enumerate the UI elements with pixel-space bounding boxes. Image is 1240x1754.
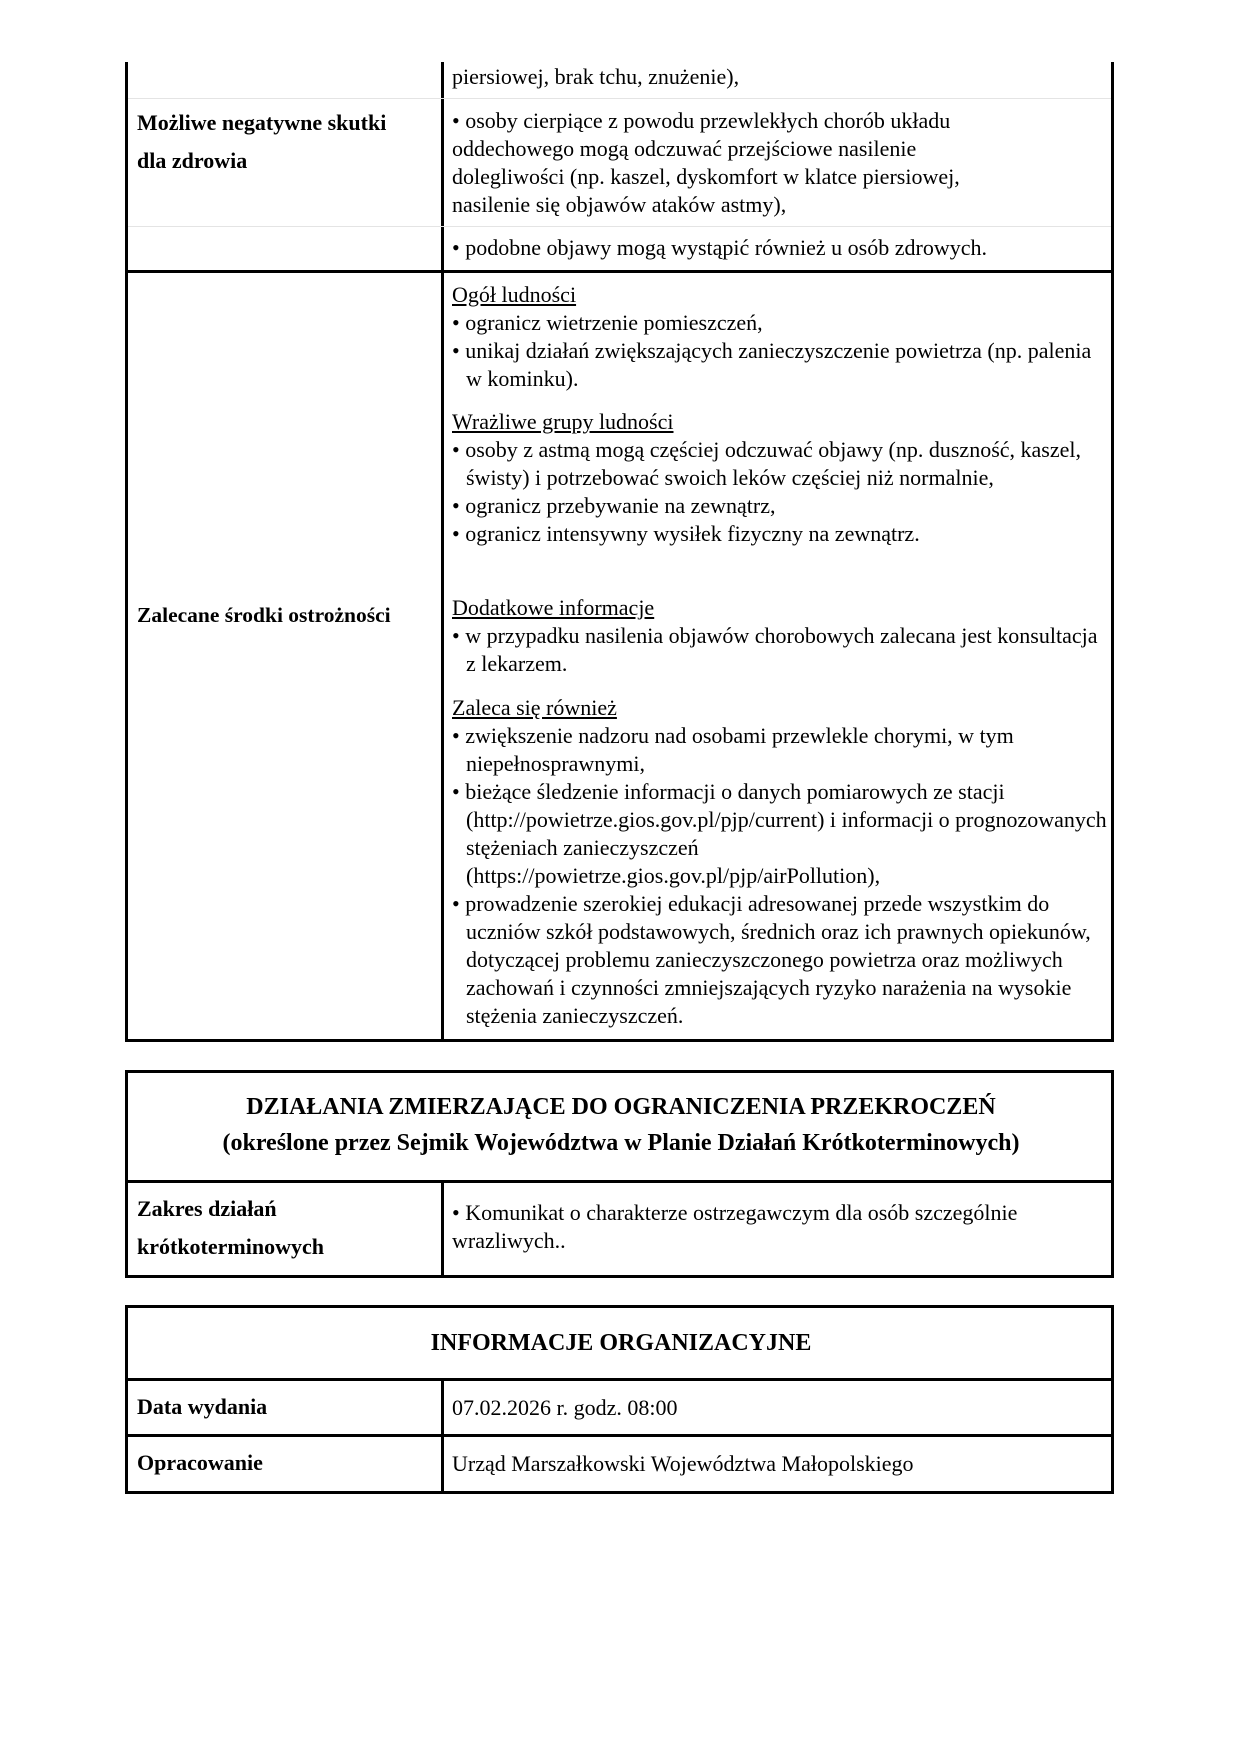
bullet-item: • w przypadku nasilenia objawów chorobowych zalecana jest konsultacja z lekarzem. xyxy=(452,623,1098,676)
org-info-title: INFORMACJE ORGANIZACYJNE xyxy=(430,1330,812,1356)
action-text: • Komunikat o charakterze ostrzegawczym dla osób szczególnie wrazliwych.. xyxy=(452,1200,1018,1253)
table1-bottom-border xyxy=(125,1039,1114,1042)
section-heading: Dodatkowe informacje xyxy=(452,595,655,620)
bullet-item: • prowadzenie szerokiej edukacji adresowanej przede wszystkim do uczniów szkół podstawowych, średnich oraz ich prawnych opiekunów, dotyczącej problemu zanieczyszczonego powietrza oraz możliwych zachowań i czynności zmniejszających ryzyko narażenia na wysokie stężenia zanieczyszczeń. xyxy=(452,891,1091,1028)
label-line: dla zdrowia xyxy=(137,148,248,173)
health-effect-line: nasilenie się objawów ataków astmy), xyxy=(452,192,787,217)
table1-column-divider xyxy=(441,62,444,1042)
table3-top-border xyxy=(125,1305,1114,1308)
health-effects-item-1 xyxy=(452,107,1107,219)
bullet-item: • bieżące śledzenie informacji o danych pomiarowych ze stacji (http://powietrze.gios.gov.pl/pjp/current) i informacji o prognozowanych stężeniach zanieczyszczeń (https://powietrze.gios.gov.pl/pjp/airPollution), xyxy=(452,779,1107,888)
section-heading: Zaleca się również xyxy=(452,695,617,720)
bullet-item: • ogranicz wietrzenie pomieszczeń, xyxy=(452,310,763,335)
table3-column-divider xyxy=(441,1378,444,1494)
issue-date-label: Data wydania xyxy=(137,1394,268,1419)
bullet-item: • zwiększenie nadzoru nad osobami przewlekle chorymi, w tym niepełnosprawnymi, xyxy=(452,723,1014,776)
bullet-item: • ogranicz przebywanie na zewnątrz, xyxy=(452,493,776,518)
table1-row-divider xyxy=(125,270,1114,273)
subrow-line xyxy=(128,98,1111,99)
bullet-item: • unikaj działań zwiększających zanieczyszczenie powietrza (np. palenia w kominku). xyxy=(452,338,1092,391)
health-effect-text: • podobne objawy mogą wystąpić również u osób zdrowych. xyxy=(452,235,987,260)
precautions-section-2 xyxy=(452,594,1107,678)
table2-column-divider xyxy=(441,1180,444,1278)
actions-row-value xyxy=(452,1199,1107,1255)
health-effects-item-0 xyxy=(452,63,1102,91)
actions-title xyxy=(129,1089,1113,1161)
table2-header-divider xyxy=(125,1180,1114,1183)
subrow-line xyxy=(128,226,1111,227)
label-line: Zakres działań xyxy=(137,1196,277,1221)
health-effect-text: piersiowej, brak tchu, znużenie), xyxy=(452,64,740,89)
label-line: Zalecane środki ostrożności xyxy=(137,603,391,627)
prepared-by-label: Opracowanie xyxy=(137,1450,263,1475)
table1-right-border xyxy=(1111,62,1114,1042)
health-effect-line: dolegliwości (np. kaszel, dyskomfort w klatce piersiowej, xyxy=(452,164,960,189)
issue-date-value: 07.02.2026 r. godz. 08:00 xyxy=(452,1395,678,1420)
label-line: krótkoterminowych xyxy=(137,1234,324,1259)
table3-header-divider xyxy=(125,1378,1114,1381)
precautions-label xyxy=(137,596,442,634)
health-effects-item-2 xyxy=(452,234,1107,262)
table2-top-border xyxy=(125,1070,1114,1073)
precautions-section-0 xyxy=(452,281,1107,393)
table3-bottom-border xyxy=(125,1491,1114,1494)
section-heading: Ogół ludności xyxy=(452,282,577,307)
bullet-item: • ogranicz intensywny wysiłek fizyczny na zewnątrz. xyxy=(452,521,920,546)
table1-left-border xyxy=(125,62,128,1042)
table3-left-border xyxy=(125,1305,128,1494)
prepared-by-value: Urząd Marszałkowski Województwa Małopolskiego xyxy=(452,1451,914,1476)
precautions-section-3 xyxy=(452,694,1107,1030)
actions-row-label xyxy=(137,1190,437,1266)
bullet-item: • osoby z astmą mogą częściej odczuwać objawy (np. duszność, kaszel, świsty) i potrzebować swoich leków częściej niż normalnie, xyxy=(452,437,1081,490)
label-line: Możliwe negatywne skutki xyxy=(137,110,387,135)
title-line: DZIAŁANIA ZMIERZAJĄCE DO OGRANICZENIA PRZEKROCZEŃ xyxy=(246,1094,996,1120)
title-line: (określone przez Sejmik Województwa w Planie Działań Krótkoterminowych) xyxy=(222,1130,1020,1156)
health-effects-label xyxy=(137,104,437,180)
table2-left-border xyxy=(125,1070,128,1278)
precautions-section-1 xyxy=(452,408,1107,548)
health-effect-line: oddechowego mogą odczuwać przejściowe nasilenie xyxy=(452,136,917,161)
section-heading: Wrażliwe grupy ludności xyxy=(452,409,674,434)
table2-bottom-border xyxy=(125,1275,1114,1278)
table3-row-divider xyxy=(125,1434,1114,1437)
health-effect-line: • osoby cierpiące z powodu przewlekłych chorób układu xyxy=(452,108,951,133)
